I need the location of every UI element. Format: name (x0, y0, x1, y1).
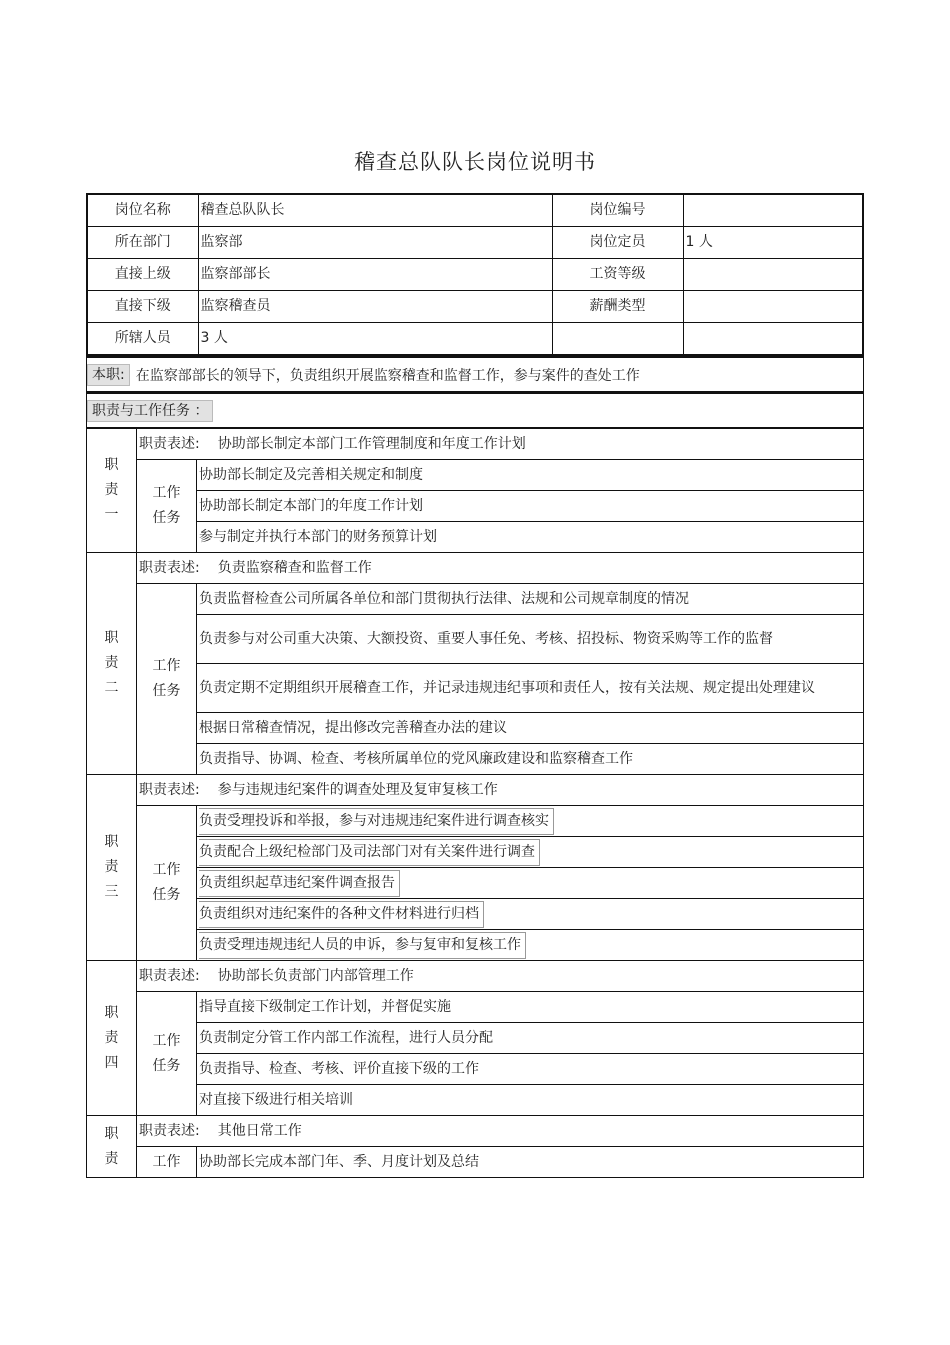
task-item (197, 837, 864, 868)
duty-name (87, 553, 137, 775)
task-label (137, 992, 197, 1116)
task-text: 负责配合上级纪检部门及司法部门对有关案件进行调查 (199, 839, 540, 866)
info-empty (683, 323, 863, 356)
duty-desc-row (87, 961, 864, 992)
info-value: 监察部部长 (198, 259, 552, 291)
duty-name-char: 职 (104, 1004, 119, 1021)
task-item (197, 713, 864, 744)
task-item (197, 522, 864, 553)
duty-name (87, 775, 137, 961)
benzhi-text: 在监察部部长的领导下，负责组织开展监察稽查和监督工作，参与案件的查处工作 (135, 367, 640, 384)
task-text: 指导直接下级制定工作计划，并督促实施 (199, 998, 451, 1015)
task-item (197, 930, 864, 961)
task-text: 负责组织起草违纪案件调查报告 (199, 870, 400, 897)
duty-desc-row (87, 1116, 864, 1147)
duty-name-char: 一 (104, 507, 119, 523)
duty-name-char: 责 (104, 1029, 119, 1046)
info-value: 1 人 (683, 227, 863, 259)
task-item (197, 1023, 864, 1054)
task-row (87, 584, 864, 615)
duty-name-char: 职 (104, 834, 119, 850)
duty-description (137, 553, 864, 584)
duty-desc-row (87, 775, 864, 806)
task-row (87, 930, 864, 961)
info-empty (552, 323, 683, 356)
section-label: 职责与工作任务 ： (87, 400, 213, 422)
task-row (87, 1085, 864, 1116)
task-text: 负责指导、协调、检查、考核所属单位的党风廉政建设和监察稽查工作 (199, 750, 633, 767)
duty-name-char: 职 (104, 630, 119, 646)
task-label-text: 任务 (152, 1057, 181, 1074)
task-label (137, 460, 197, 553)
info-label: 所在部门 (87, 227, 198, 259)
task-text: 负责受理违规违纪人员的申诉，参与复审和复核工作 (199, 932, 526, 959)
job-description-form (86, 193, 864, 1178)
duty-name (87, 429, 137, 553)
task-text: 参与制定并执行本部门的财务预算计划 (199, 528, 437, 545)
duty-description (137, 1116, 864, 1147)
duty-desc-label: 职责表述: (139, 967, 200, 984)
info-label: 直接下级 (87, 291, 198, 323)
info-value: 3 人 (198, 323, 552, 356)
info-value (683, 194, 863, 227)
task-item (197, 1147, 864, 1178)
duty-name (87, 961, 137, 1116)
duty-desc-text: 协助部长制定本部门工作管理制度和年度工作计划 (217, 435, 526, 452)
duty-name-char: 责 (104, 655, 119, 671)
task-row (87, 744, 864, 775)
task-text: 负责指导、检查、考核、评价直接下级的工作 (199, 1060, 479, 1077)
task-row (87, 1147, 864, 1178)
task-label-text: 任务 (152, 510, 181, 526)
task-item (197, 868, 864, 899)
duty-description (137, 775, 864, 806)
duty-name-char: 职 (104, 1125, 119, 1142)
task-item (197, 1054, 864, 1085)
info-label: 岗位定员 (552, 227, 683, 259)
task-text: 协助部长制定本部门的年度工作计划 (199, 497, 423, 514)
info-label: 直接上级 (87, 259, 198, 291)
duty-name-char: 责 (104, 1150, 119, 1167)
task-item (197, 491, 864, 522)
task-row (87, 868, 864, 899)
task-label (137, 806, 197, 961)
task-row (87, 837, 864, 868)
task-text: 对直接下级进行相关培训 (199, 1091, 353, 1108)
duty-desc-label: 职责表述: (139, 435, 200, 452)
duty-name-char: 职 (104, 457, 119, 473)
task-text: 协助部长完成本部门年、季、月度计划及总结 (199, 1153, 479, 1170)
duty-desc-text: 其他日常工作 (217, 1122, 302, 1139)
task-item (197, 899, 864, 930)
duty-description (137, 961, 864, 992)
task-row (87, 615, 864, 664)
task-item (197, 1085, 864, 1116)
task-item (197, 460, 864, 491)
task-label-text: 任务 (152, 887, 181, 903)
task-row (87, 899, 864, 930)
task-item (197, 615, 864, 664)
section-header (86, 392, 864, 428)
duty-name-char: 三 (104, 884, 119, 900)
duty-name-char: 四 (104, 1054, 119, 1071)
task-label-text: 工作 (152, 1032, 181, 1049)
task-label (137, 1147, 197, 1178)
duty-name-char: 责 (104, 482, 119, 498)
task-row (87, 806, 864, 837)
task-label-text: 工作 (152, 1153, 181, 1170)
task-text: 根据日常稽查情况，提出修改完善稽查办法的建议 (199, 719, 507, 736)
task-row (87, 713, 864, 744)
duty-desc-label: 职责表述: (139, 559, 200, 576)
info-value (683, 259, 863, 291)
task-label-text: 工作 (152, 862, 181, 878)
task-row (87, 491, 864, 522)
info-value (683, 291, 863, 323)
info-row (87, 259, 863, 291)
duty-desc-row (87, 553, 864, 584)
task-item (197, 584, 864, 615)
info-table (86, 193, 864, 356)
task-text: 负责参与对公司重大决策、大额投资、重要人事任免、考核、招投标、物资采购等工作的监督 (199, 630, 773, 647)
task-label-text: 工作 (152, 658, 181, 674)
task-text: 负责受理投诉和举报，参与对违规违纪案件进行调查核实 (199, 808, 554, 835)
task-text: 负责组织对违纪案件的各种文件材料进行归档 (199, 901, 484, 928)
task-row (87, 460, 864, 491)
task-text: 负责定期不定期组织开展稽查工作，并记录违规违纪事项和责任人，按有关法规、规定提出处理建议 (199, 679, 815, 696)
task-row (87, 1023, 864, 1054)
page-title: 稽查总队队长岗位说明书 (354, 150, 596, 174)
task-label-text: 任务 (152, 683, 181, 699)
duty-name-char: 二 (104, 680, 119, 696)
info-row (87, 194, 863, 227)
benzhi-row (86, 356, 864, 392)
info-row (87, 291, 863, 323)
info-row (87, 227, 863, 259)
task-row (87, 664, 864, 713)
info-value: 监察部 (198, 227, 552, 259)
task-row (87, 992, 864, 1023)
info-label: 岗位编号 (552, 194, 683, 227)
info-label: 所辖人员 (87, 323, 198, 356)
duty-desc-row (87, 429, 864, 460)
task-text: 负责监督检查公司所属各单位和部门贯彻执行法律、法规和公司规章制度的情况 (199, 590, 689, 607)
duty-name (87, 1116, 137, 1178)
info-label: 工资等级 (552, 259, 683, 291)
info-label: 岗位名称 (87, 194, 198, 227)
task-label-text: 工作 (152, 485, 181, 501)
duty-name-char: 责 (104, 859, 119, 875)
task-row (87, 522, 864, 553)
task-text: 协助部长制定及完善相关规定和制度 (199, 466, 423, 483)
duty-desc-text: 参与违规违纪案件的调查处理及复审复核工作 (217, 781, 498, 798)
duty-desc-text: 协助部长负责部门内部管理工作 (217, 967, 414, 984)
task-item (197, 744, 864, 775)
info-value: 稽查总队队长 (198, 194, 552, 227)
task-row (87, 1054, 864, 1085)
duty-description (137, 429, 864, 460)
info-row (87, 323, 863, 356)
benzhi-label: 本职: (87, 364, 130, 386)
duty-desc-text: 负责监察稽查和监督工作 (217, 559, 372, 576)
info-label: 薪酬类型 (552, 291, 683, 323)
info-value: 监察稽查员 (198, 291, 552, 323)
task-label (137, 584, 197, 775)
task-item (197, 664, 864, 713)
task-text: 负责制定分管工作内部工作流程，进行人员分配 (199, 1029, 493, 1046)
duty-desc-label: 职责表述: (139, 1122, 200, 1139)
task-item (197, 806, 864, 837)
duty-desc-label: 职责表述: (139, 781, 200, 798)
duties-table (86, 428, 864, 1178)
task-item (197, 992, 864, 1023)
